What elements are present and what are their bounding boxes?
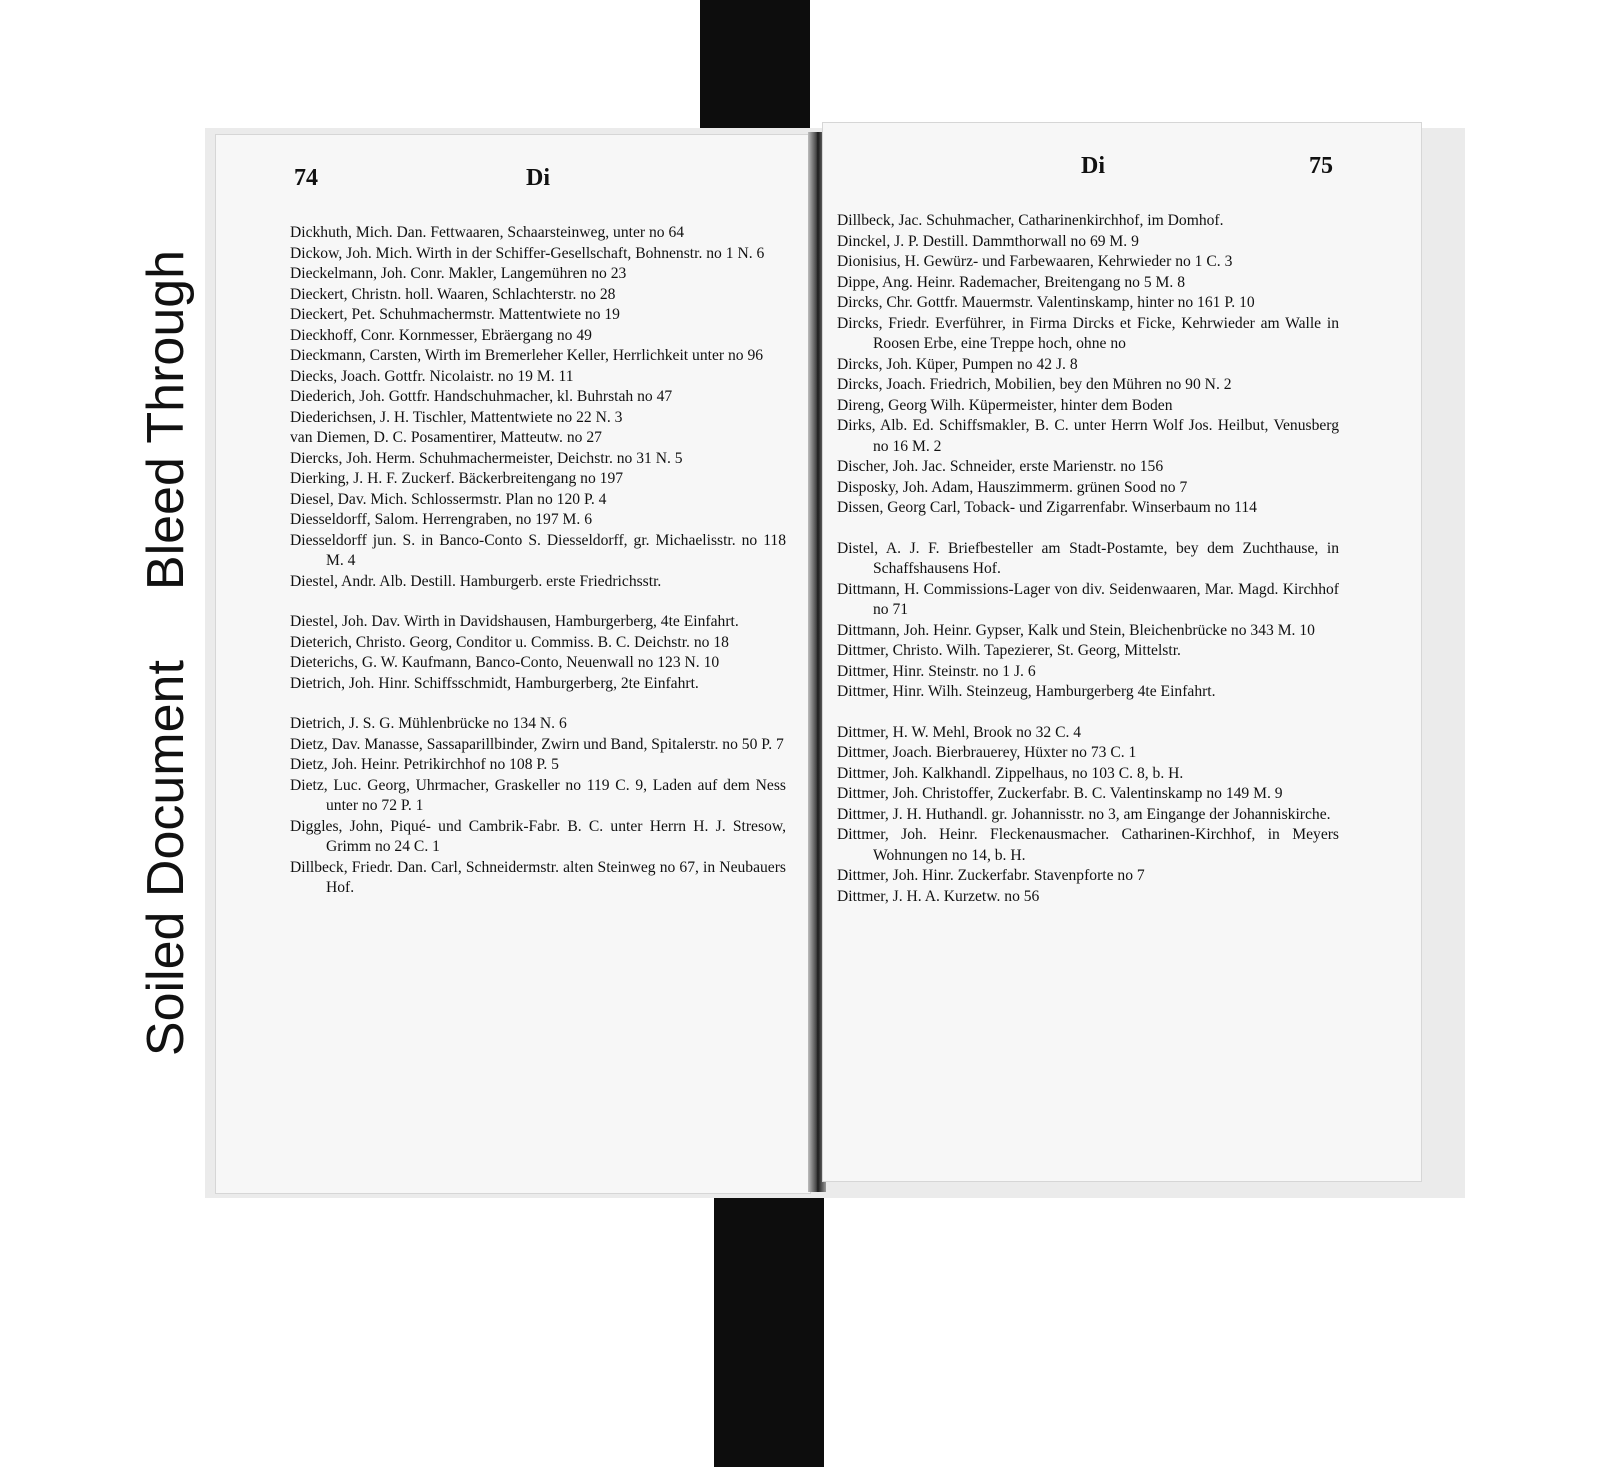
left-entry-list [290,223,786,899]
directory-entry: Diggles, John, Piqué- und Cambrik-Fabr. B. C. unter Herrn H. J. Stresow, Grimm no 24 C. 1 [290,817,786,855]
directory-entry: Dippe, Ang. Heinr. Rademacher, Breitengang no 5 M. 8 [837,273,1185,291]
directory-entry: Dionisius, H. Gewürz- und Farbewaaren, Kehrwieder no 1 C. 3 [837,253,1233,270]
left-page-header [216,165,810,205]
directory-entry: Distel, A. J. F. Briefbesteller am Stadt-Postamte, bey dem Zuchthause, in Schaffshausens Hof. [837,539,1339,577]
running-head: Di [526,165,550,191]
directory-entry: Dittmer, Hinr. Wilh. Steinzeug, Hamburgerberg 4te Einfahrt. [837,683,1216,700]
directory-entry: Dittmann, H. Commissions-Lager von div. Seidenwaaren, Mar. Magd. Kirchhof no 71 [837,580,1339,618]
directory-entry: Diercks, Joh. Herm. Schuhmachermeister, Deichstr. no 31 N. 5 [290,449,683,467]
directory-entry: Dittmann, Joh. Heinr. Gypser, Kalk und Stein, Bleichenbrücke no 343 M. 10 [837,621,1315,639]
directory-entry: Disposky, Joh. Adam, Hauszimmerm. grünen Sood no 7 [837,478,1188,496]
directory-entry: Dissen, Georg Carl, Toback- und Zigarrenfabr. Winserbaum no 114 [837,499,1257,516]
directory-entry: Dirks, Alb. Ed. Schiffsmakler, B. C. unter Herrn Wolf Jos. Heilbut, Venusberg no 16 M. 2 [837,417,1339,455]
directory-entry: Dickow, Joh. Mich. Wirth in der Schiffer-Gesellschaft, Bohnenstr. no 1 N. 6 [290,244,765,262]
directory-entry: Dittmer, Joach. Bierbrauerey, Hüxter no 73 C. 1 [837,744,1137,761]
side-label-line2: Bleed Through [137,249,195,591]
directory-entry: Dickhuth, Mich. Dan. Fettwaaren, Schaarsteinweg, unter no 64 [290,224,685,241]
directory-entry: Dietz, Luc. Georg, Uhrmacher, Graskeller no 119 C. 9, Laden auf dem Ness unter no 72 P. 1 [290,776,786,814]
directory-entry: Dittmer, Christo. Wilh. Tapezierer, St. Georg, Mittelstr. [837,642,1181,659]
directory-entry: Dittmer, Joh. Kalkhandl. Zippelhaus, no 103 C. 8, b. H. [837,764,1184,782]
directory-entry: Dittmer, J. H. Huthandl. gr. Johannisstr. no 3, am Eingange der Johanniskirche. [837,805,1331,823]
directory-entry: Dinckel, J. P. Destill. Dammthorwall no 69 M. 9 [837,232,1139,250]
binding-strap-bottom [714,1190,824,1467]
directory-entry: Dieterich, Christo. Georg, Conditor u. Commiss. B. C. Deichstr. no 18 [290,633,729,651]
directory-entry: Dillbeck, Friedr. Dan. Carl, Schneidermstr. alten Steinweg no 67, in Neubauers Hof. [290,858,786,896]
left-page [215,134,811,1194]
directory-entry: Dittmer, H. W. Mehl, Brook no 32 C. 4 [837,723,1082,741]
directory-entry: Dieckmann, Carsten, Wirth im Bremerleher Keller, Herrlichkeit unter no 96 [290,347,764,364]
directory-entry: Dircks, Chr. Gottfr. Mauermstr. Valentinskamp, hinter no 161 P. 10 [837,294,1255,311]
right-page-header [823,153,1421,193]
directory-entry: van Diemen, D. C. Posamentirer, Matteutw. no 27 [290,429,602,446]
directory-entry: Direng, Georg Wilh. Küpermeister, hinter dem Boden [837,396,1173,414]
directory-entry: Dierking, J. H. F. Zuckerf. Bäckerbreitengang no 197 [290,470,624,487]
page-number: 74 [294,165,318,191]
side-label-line1: Soiled Document [137,660,195,1057]
page-number: 75 [1309,153,1333,179]
side-label [118,138,214,1168]
directory-entry: Diesseldorff, Salom. Herrengraben, no 197 M. 6 [290,511,592,528]
directory-entry: Dittmer, Joh. Christoffer, Zuckerfabr. B. C. Valentinskamp no 149 M. 9 [837,785,1283,802]
directory-entry: Dieterichs, G. W. Kaufmann, Banco-Conto, Neuenwall no 123 N. 10 [290,654,720,671]
directory-entry: Diederich, Joh. Gottfr. Handschuhmacher, kl. Buhrstah no 47 [290,388,673,405]
directory-entry: Diesel, Dav. Mich. Schlossermstr. Plan no 120 P. 4 [290,490,607,508]
directory-entry: Dietz, Dav. Manasse, Sassaparillbinder, Zwirn und Band, Spitalerstr. no 50 P. 7 [290,735,784,753]
directory-entry: Dittmer, Joh. Hinr. Zuckerfabr. Stavenpforte no 7 [837,867,1145,884]
directory-entry: Dieckhoff, Conr. Kornmesser, Ebräergang no 49 [290,326,592,344]
directory-entry: Dieckert, Pet. Schuhmachermstr. Mattentwiete no 19 [290,306,620,323]
directory-entry: Dittmer, Joh. Heinr. Fleckenausmacher. Catharinen-Kirchhof, in Meyers Wohnungen no 14, b. H. [837,826,1339,864]
directory-entry: Diestel, Andr. Alb. Destill. Hamburgerb. erste Friedrichsstr. [290,572,662,590]
directory-entry: Dittmer, J. H. A. Kurzetw. no 56 [837,887,1040,905]
directory-entry: Dietrich, Joh. Hinr. Schiffsschmidt, Hamburgerberg, 2te Einfahrt. [290,674,699,692]
right-page [822,122,1422,1182]
directory-entry: Diestel, Joh. Dav. Wirth in Davidshausen, Hamburgerberg, 4te Einfahrt. [290,613,739,630]
directory-entry: Dittmer, Hinr. Steinstr. no 1 J. 6 [837,662,1036,680]
right-entry-list [837,211,1339,907]
directory-entry: Dircks, Joach. Friedrich, Mobilien, bey den Mühren no 90 N. 2 [837,376,1232,393]
directory-entry: Dillbeck, Jac. Schuhmacher, Catharinenkirchhof, im Domhof. [837,212,1224,229]
directory-entry: Dircks, Joh. Küper, Pumpen no 42 J. 8 [837,355,1078,373]
directory-entry: Dircks, Friedr. Everführer, in Firma Dircks et Ficke, Kehrwieder am Walle in Roosen Erbe, eine Treppe hoch, ohne no [837,314,1339,352]
directory-entry: Discher, Joh. Jac. Schneider, erste Marienstr. no 156 [837,458,1164,475]
directory-entry: Dietrich, J. S. G. Mühlenbrücke no 134 N. 6 [290,715,567,732]
directory-entry: Diesseldorff jun. S. in Banco-Conto S. Diesseldorff, gr. Michaelisstr. no 118 M. 4 [290,531,786,569]
running-head: Di [1081,153,1105,179]
directory-entry: Dietz, Joh. Heinr. Petrikirchhof no 108 P. 5 [290,756,559,773]
directory-entry: Diecks, Joach. Gottfr. Nicolaistr. no 19 M. 11 [290,367,574,385]
directory-entry: Diederichsen, J. H. Tischler, Mattentwiete no 22 N. 3 [290,408,623,426]
directory-entry: Dieckert, Christn. holl. Waaren, Schlachterstr. no 28 [290,285,616,303]
directory-entry: Dieckelmann, Joh. Conr. Makler, Langemühren no 23 [290,265,627,282]
